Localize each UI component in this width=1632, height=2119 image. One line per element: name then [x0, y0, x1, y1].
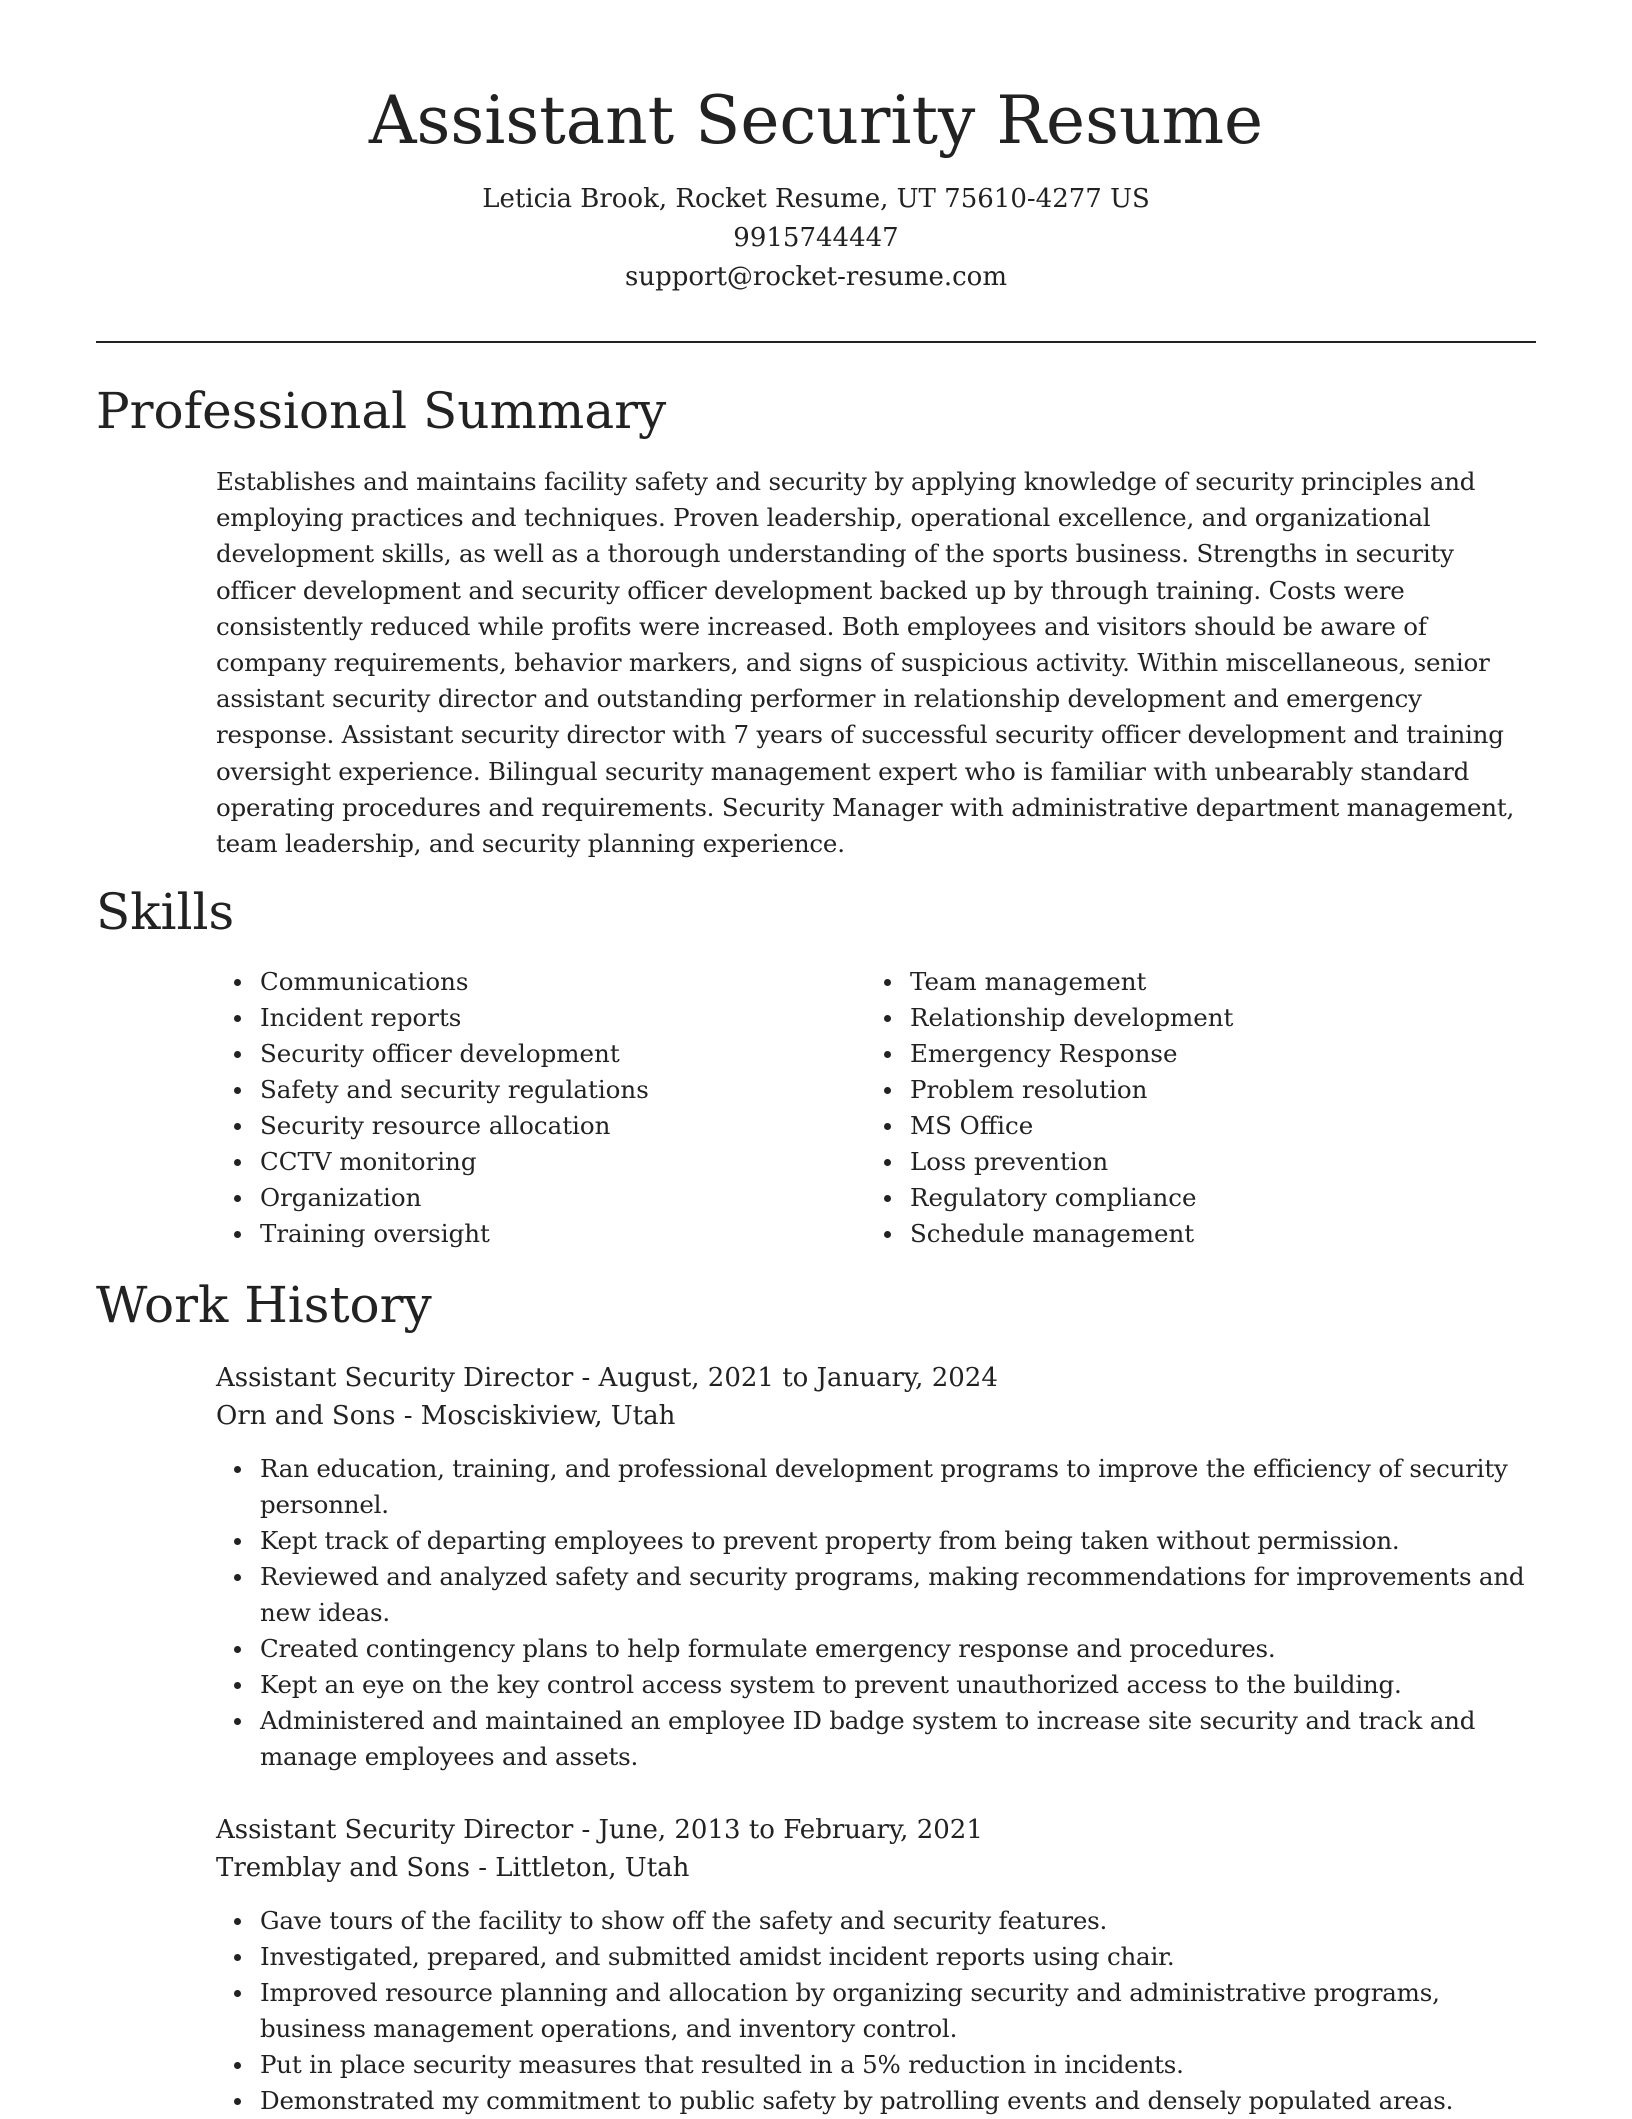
- job-bullet: Reviewed and analyzed safety and security programs, making recommendations for improvements and new ideas.: [260, 1559, 1536, 1631]
- skill-item: Team management: [910, 964, 1516, 1000]
- skills-column-right: [866, 964, 1516, 1252]
- skill-item: Safety and security regulations: [260, 1072, 866, 1108]
- job-bullet: Kept track of departing employees to prevent property from being taken without permission.: [260, 1523, 1536, 1559]
- job-bullet: Created contingency plans to help formulate emergency response and procedures.: [260, 1631, 1536, 1667]
- job-bullet: Ran education, training, and professional development programs to improve the efficiency of security personnel.: [260, 1451, 1536, 1523]
- skill-item: Regulatory compliance: [910, 1180, 1516, 1216]
- job-entry: [216, 1359, 1536, 1775]
- job-bullet: Administered and maintained an employee ID badge system to increase site security and track and manage employees and assets.: [260, 1703, 1536, 1775]
- contact-block: [0, 180, 1632, 297]
- skill-item: Emergency Response: [910, 1036, 1516, 1072]
- skill-item: Relationship development: [910, 1000, 1516, 1036]
- skill-item: MS Office: [910, 1108, 1516, 1144]
- job-bullets: [216, 1451, 1536, 1775]
- work-history-heading: Work History: [96, 1276, 432, 1334]
- skill-item: Communications: [260, 964, 866, 1000]
- contact-address: Leticia Brook, Rocket Resume, UT 75610-4277 US: [482, 183, 1150, 214]
- skill-item: Incident reports: [260, 1000, 866, 1036]
- resume-header: [0, 0, 1632, 297]
- summary-heading: Professional Summary: [96, 382, 667, 440]
- skill-item: Loss prevention: [910, 1144, 1516, 1180]
- job-bullet: Investigated, prepared, and submitted amidst incident reports using chair.: [260, 1939, 1536, 1975]
- contact-phone: 9915744447: [733, 222, 899, 253]
- skill-item: Training oversight: [260, 1216, 866, 1252]
- job-title-line: Assistant Security Director - June, 2013 to February, 2021: [216, 1815, 983, 1845]
- job-bullet: Put in place security measures that resulted in a 5% reduction in incidents.: [260, 2047, 1536, 2083]
- job-bullets: [216, 1903, 1536, 2119]
- job-company-line: Tremblay and Sons - Littleton, Utah: [216, 1853, 690, 1883]
- job-bullet: Improved resource planning and allocation by organizing security and administrative programs, business management operations, and inventory control.: [260, 1975, 1536, 2047]
- contact-email: support@rocket-resume.com: [624, 261, 1007, 292]
- job-bullet: Gave tours of the facility to show off the safety and security features.: [260, 1903, 1536, 1939]
- job-title-line: Assistant Security Director - August, 2021 to January, 2024: [216, 1363, 998, 1393]
- skill-item: CCTV monitoring: [260, 1144, 866, 1180]
- job-entry: [216, 1811, 1536, 2119]
- resume-title: Assistant Security Resume: [368, 82, 1264, 159]
- skill-item: Problem resolution: [910, 1072, 1516, 1108]
- job-company-line: Orn and Sons - Mosciskiview, Utah: [216, 1401, 676, 1431]
- skills-column-left: [216, 964, 866, 1252]
- skill-item: Schedule management: [910, 1216, 1516, 1252]
- skills-heading: Skills: [96, 883, 235, 941]
- header-divider: [96, 341, 1536, 343]
- job-bullet: Kept an eye on the key control access system to prevent unauthorized access to the building.: [260, 1667, 1536, 1703]
- job-bullet: Demonstrated my commitment to public safety by patrolling events and densely populated areas.: [260, 2083, 1536, 2119]
- skill-item: Security resource allocation: [260, 1108, 866, 1144]
- summary-text: Establishes and maintains facility safety and security by applying knowledge of security principles and employing practices and techniques. Proven leadership, operational excellence, and organizational development skills, as well as a thorough understanding of the sports business. Strengths in security officer development and security officer development backed up by through training. Costs were consistently reduced while profits were increased. Both employees and visitors should be aware of company requirements, behavior markers, and signs of suspicious activity. Within miscellaneous, senior assistant security director and outstanding performer in relationship development and emergency response. Assistant security director with 7 years of successful security officer development and training oversight experience. Bilingual security management expert who is familiar with unbearably standard operating procedures and requirements. Security Manager with administrative department management, team leadership, and security planning experience.: [216, 467, 1515, 859]
- skill-item: Security officer development: [260, 1036, 866, 1072]
- skills-list: [216, 964, 1536, 1252]
- skill-item: Organization: [260, 1180, 866, 1216]
